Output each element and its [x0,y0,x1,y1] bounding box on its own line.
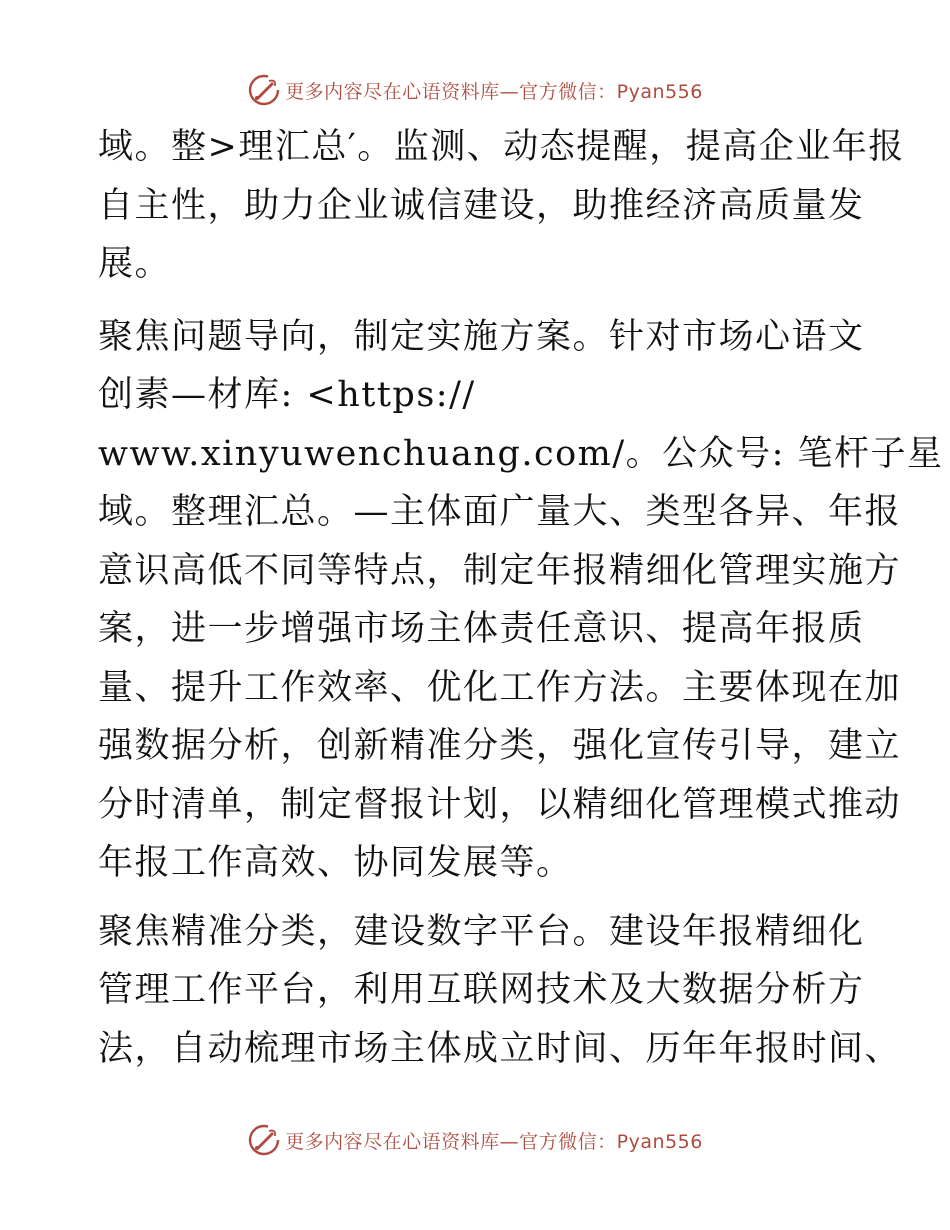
text-line: 案，进一步增强市场主体责任意识、提高年报质 [98,609,865,649]
paragraph-2 [98,308,944,893]
quill-seal-logo-icon [247,1123,281,1157]
text-line: 年报工作高效、协同发展等。 [98,843,573,883]
text-line: 自主性，助力企业诚信建设，助推经济高质量发 [98,185,865,226]
text-line: 创素—材库: <https:// [98,375,476,415]
text-line: 聚焦问题导向，制定实施方案。针对市场心语文 [98,316,865,357]
text-line: 意识高低不同等特点，制定年报精细化管理实施方 [98,550,902,591]
text-line: 管理工作平台，利用互联网技术及大数据分析方 [98,970,865,1010]
text-line: 聚焦精准分类，建设数字平台。建设年报精细化 [98,911,865,952]
footer-banner [0,1120,950,1160]
text-line: 展。 [98,244,172,284]
paragraph-1 [98,118,905,294]
text-line: 域。整理汇总。—主体面广量大、类型各异、年报 [98,492,902,532]
text-line: www.xinyuwenchuang.com/。公众号: 笔杆子星 [98,433,944,474]
paragraph-3 [98,903,902,1079]
document-body [98,118,944,1078]
footer-text: 更多内容尽在心语资料库—官方微信：Pyan556 [285,1130,703,1153]
text-line: 量、提升工作效率、优化工作方法。主要体现在加 [98,667,902,708]
text-line: 强数据分析，创新精准分类，强化宣传引导，建立 [98,726,902,766]
text-line: 法，自动梳理市场主体成立时间、历年年报时间、 [98,1028,902,1069]
quill-seal-logo-icon [247,73,281,107]
header-text: 更多内容尽在心语资料库—官方微信：Pyan556 [285,80,703,103]
text-line: 分时清单，制定督报计划，以精细化管理模式推动 [98,784,902,825]
header-banner [0,70,950,110]
text-line: 域。整>理汇总′。监测、动态提醒，提高企业年报 [98,127,905,167]
